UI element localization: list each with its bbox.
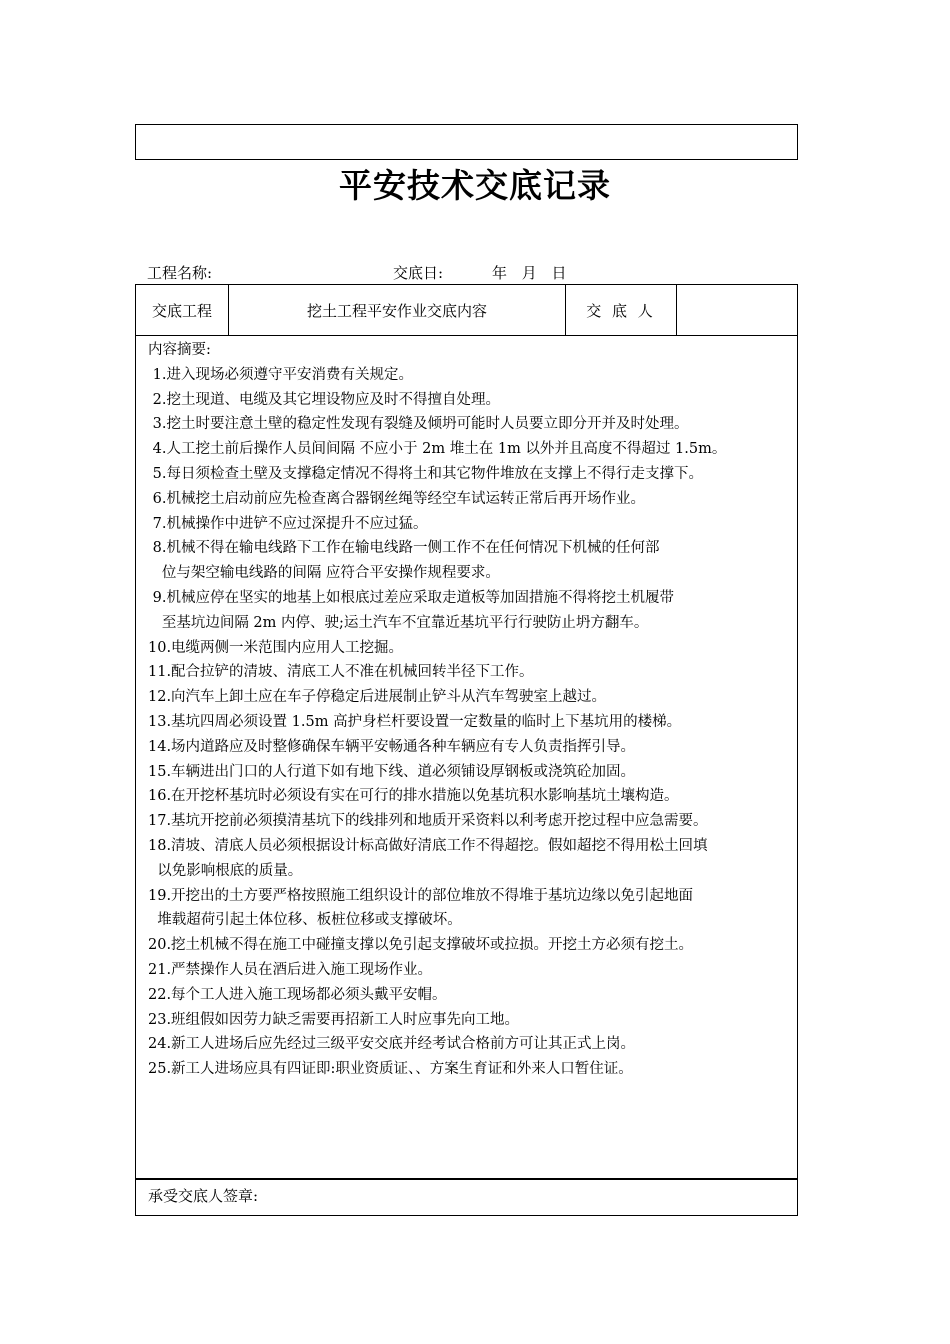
content-box [135,335,798,1179]
content-line: 8.机械不得在输电线路下工作在输电线路一侧工作不在任何情况下机械的任何部 [148,540,660,557]
content-line: 2.挖土现道、电缆及其它埋设物应及时不得擅自处理。 [148,391,500,408]
page-title: 平安技术交底记录 [339,166,611,205]
content-line: 以免影响根底的质量。 [148,862,303,879]
content-line: 15.车辆进出门口的人行道下如有地下线、道必须铺设厚钢板或浇筑砼加固。 [148,763,636,780]
header-presenter-value-cell [677,285,797,335]
top-blank-box [135,124,798,160]
content-line: 23.班组假如因劳力缺乏需要再招新工人时应事先向工地。 [148,1011,520,1028]
content-line: 13.基坑四周必须设置 1.5m 高护身栏杆要设置一定数量的临时上下基坑用的楼梯。 [148,713,682,730]
content-line: 24.新工人进场后应先经过三级平安交底并经考试合格前方可让其正式上岗。 [148,1036,636,1053]
content-summary-label: 内容摘要: [148,342,211,358]
header-content-title-cell: 挖土工程平安作业交底内容 [229,285,566,335]
content-line: 12.向汽车上卸土应在车子停稳定后进展制止铲斗从汽车驾驶室上越过。 [148,689,607,706]
date-label: 交底日: [393,264,444,282]
content-line: 10.电缆两侧一米范围内应用人工挖掘。 [148,639,404,656]
content-line: 5.每日须检查土壁及支撑稳定情况不得将土和其它物件堆放在支撑上不得行走支撑下。 [148,465,703,482]
content-line: 4.人工挖土前后操作人员间间隔 不应小于 2m 堆土在 1m 以外并且高度不得超过 1.5m。 [148,441,727,458]
header-presenter-label-cell: 交 底 人 [566,285,677,335]
signature-label: 承受交底人签章: [148,1187,259,1205]
content-line: 19.开挖出的土方要严格按照施工组织设计的部位堆放不得堆于基坑边缘以免引起地面 [148,887,694,904]
content-line: 至基坑边间隔 2m 内停、驶;运土汽车不宜靠近基坑平行行驶防止坍方翻车。 [148,614,649,631]
content-line: 18.清坡、清底人员必须根据设计标高做好清底工作不得超挖。假如超挖不得用松土回填 [148,837,708,854]
project-name-label: 工程名称: [147,264,213,282]
content-line: 11.配合拉铲的清坡、清底工人不准在机械回转半径下工作。 [148,664,534,681]
header-row [135,284,798,336]
content-line: 1.进入现场必须遵守平安消费有关规定。 [148,366,413,383]
content-line: 20.挖土机械不得在施工中碰撞支撑以免引起支撑破坏或拉损。开挖土方必须有挖土。 [148,937,694,954]
content-line: 6.机械挖土启动前应先检查离合器钢丝绳等经空车试运转正常后再开场作业。 [148,490,645,507]
content-line: 17.基坑开挖前必须摸清基坑下的线排列和地质开采资料以利考虑开挖过程中应急需要。 [148,813,708,830]
content-line: 14.场内道路应及时整修确保车辆平安畅通各种车辆应有专人负责指挥引导。 [148,738,636,755]
content-line: 3.挖土时要注意土壁的稳定性发现有裂缝及倾坍可能时人员要立即分开并及时处理。 [148,416,689,433]
content-line: 16.在开挖杯基坑时必须设有实在可行的排水措施以免基坑积水影响基坑土壤构造。 [148,788,679,805]
signature-row [135,1179,798,1216]
content-line: 9.机械应停在坚实的地基上如根底过差应采取走道板等加固措施不得将挖土机履带 [148,589,674,606]
content-line: 7.机械操作中进铲不应过深提升不应过猛。 [148,515,428,532]
content-lines [148,338,793,1082]
content-line: 位与架空输电线路的间隔 应符合平安操作规程要求。 [148,565,500,582]
content-line: 22.每个工人进入施工现场都必须头戴平安帽。 [148,986,447,1003]
content-line: 堆载超荷引起土体位移、板桩位移或支撑破坏。 [148,912,462,929]
content-line: 25.新工人进场应具有四证即:职业资质证、、方案生育证和外来人口暂住证。 [148,1061,633,1078]
date-ymd: 年 月 日 [492,264,567,282]
header-project-cell: 交底工程 [136,285,229,335]
content-line: 21.严禁操作人员在酒后进入施工现场作业。 [148,961,433,978]
